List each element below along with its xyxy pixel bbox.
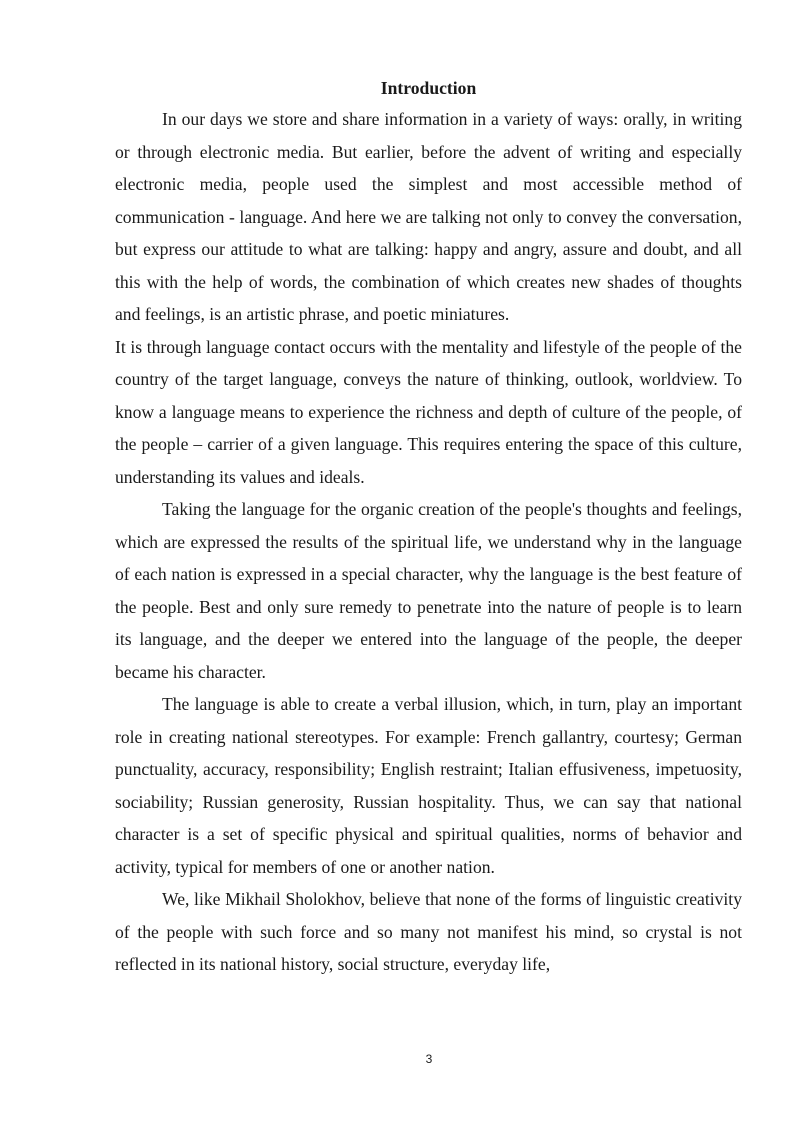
paragraph-2: It is through language contact occurs with the mentality and lifestyle of the people of the country of the target language, conveys the nature of thinking, outlook, worldview. To know a language means to experience the richness and depth of culture of the people, of the people – carrier of a given language. This requires entering the space of this culture, understanding its values and ideals. [115,336,742,487]
paragraph-5: We, like Mikhail Sholokhov, believe that none of the forms of linguistic creativity of the people with such force and so many not manifest his mind, so crystal is not reflected in its national history, social structure, everyday life, [115,889,742,974]
paragraph-4: The language is able to create a verbal illusion, which, in turn, play an important role in creating national stereotypes. For example: French gallantry, courtesy; German punctuality, accuracy, responsibility; English restraint; Italian effusiveness, impetuosity, sociability; Russian generosity, Russian hospitality. Thus, we can say that national character is a set of specific physical and spiritual qualities, norms of behavior and activity, typical for members of one or another nation. [115,694,742,877]
page-content [115,73,742,981]
paragraph-1: In our days we store and share information in a variety of ways: orally, in writing or through electronic media. But earlier, before the advent of writing and especially electronic media, people used the simplest and most accessible method of communication - language. And here we are talking not only to convey the conversation, but express our attitude to what are talking: happy and angry, assure and doubt, and all this with the help of words, the combination of which creates new shades of thoughts and feelings, is an artistic phrase, and poetic miniatures. [115,109,742,324]
paragraph-3: Taking the language for the organic creation of the people's thoughts and feelings, which are expressed the results of the spiritual life, we understand why in the language of each nation is expressed in a special character, why the language is the best feature of the people. Best and only sure remedy to penetrate into the nature of people is to learn its language, and the deeper we entered into the language of the people, the deeper became his character. [115,499,742,682]
section-title: Introduction [380,78,477,98]
page-number: 3 [425,1052,433,1066]
